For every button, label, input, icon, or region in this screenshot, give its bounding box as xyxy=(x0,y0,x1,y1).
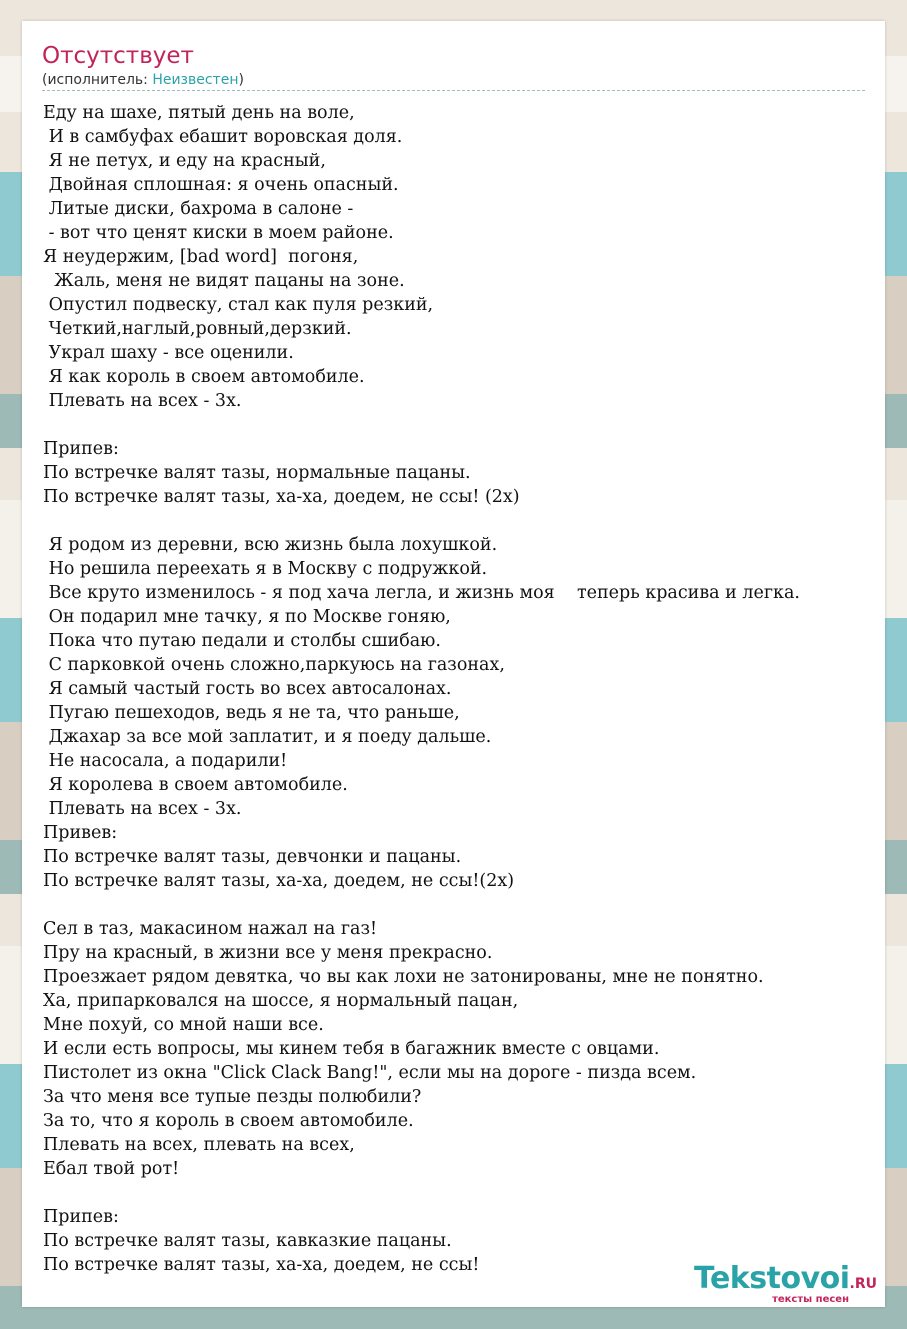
lyrics-text: Еду на шахе, пятый день на воле, И в самбуфах ебашит воровская доля. Я не петух, и еду на красный, Двойная сплошная: я очень опасный. Литые диски, бахрома в салоне - - вот что ценят киски в моем районе. Я неудержим, [bad word] погоня, Жаль, меня не видят пацаны на зоне. Опустил подвеску, стал как пуля резкий, Четкий,наглый,ровный,дерзкий. Украл шаху - все оценили. Я как король в своем автомобиле. Плевать на всех - 3х. Припев: По встречке валят тазы, нормальные пацаны. По встречке валят тазы, ха-ха, доедем, не ссы! (2х) Я родом из деревни, всю жизнь была лохушкой. Но решила переехать я в Москву с подружкой. Все круто изменилось - я под хача легла, и жизнь моя теперь красива и легка. Он подарил мне тачку, я по Москве гоняю, Пока что путаю педали и столбы сшибаю. С парковкой очень сложно,паркуюсь на газонах, Я самый частый гость во всех автосалонах. Пугаю пешеходов, ведь я не та, что раньше, Джахар за все мой заплатит, и я поеду дальше. Не насосала, а подарили! Я королева в своем автомобиле. Плевать на всех - 3х. Привев: По встречке валят тазы, девчонки и пацаны. По встречке валят тазы, ха-ха, доедем, не ссы!(2х) Сел в таз, макасином нажал на газ! Пру на красный, в жизни все у меня прекрасно. Проезжает рядом девятка, чо вы как лохи не затонированы, мне не понятно. Ха, припарковался на шоссе, я нормальный пацан, Мне похуй, со мной наши все. И если есть вопросы, мы кинем тебя в багажник вместе с овцами. Пистолет из окна "Click Clack Bang!", если мы на дороге - пизда всем. За что меня все тупые пезды полюбили? За то, что я король в своем автомобиле. Плевать на всех, плевать на всех, Ебал твой рот! Припев: По встречке валят тазы, кавказкие пацаны. По встречке валят тазы, ха-ха, доедем, не ссы! xyxy=(43,103,800,1275)
logo-tld: .RU xyxy=(849,1276,877,1292)
title-divider xyxy=(42,90,865,91)
song-title: Отсутствует xyxy=(42,43,194,69)
artist-link[interactable]: Неизвестен xyxy=(152,72,239,88)
site-logo[interactable] xyxy=(667,1261,877,1307)
logo-name: Tekstovoi xyxy=(693,1261,850,1296)
artist-suffix: ) xyxy=(238,72,244,88)
artist-line xyxy=(42,71,244,89)
logo-tagline: тексты песен xyxy=(772,1294,849,1305)
artist-prefix: (исполнитель: xyxy=(42,72,153,88)
lyrics-card xyxy=(22,21,885,1307)
